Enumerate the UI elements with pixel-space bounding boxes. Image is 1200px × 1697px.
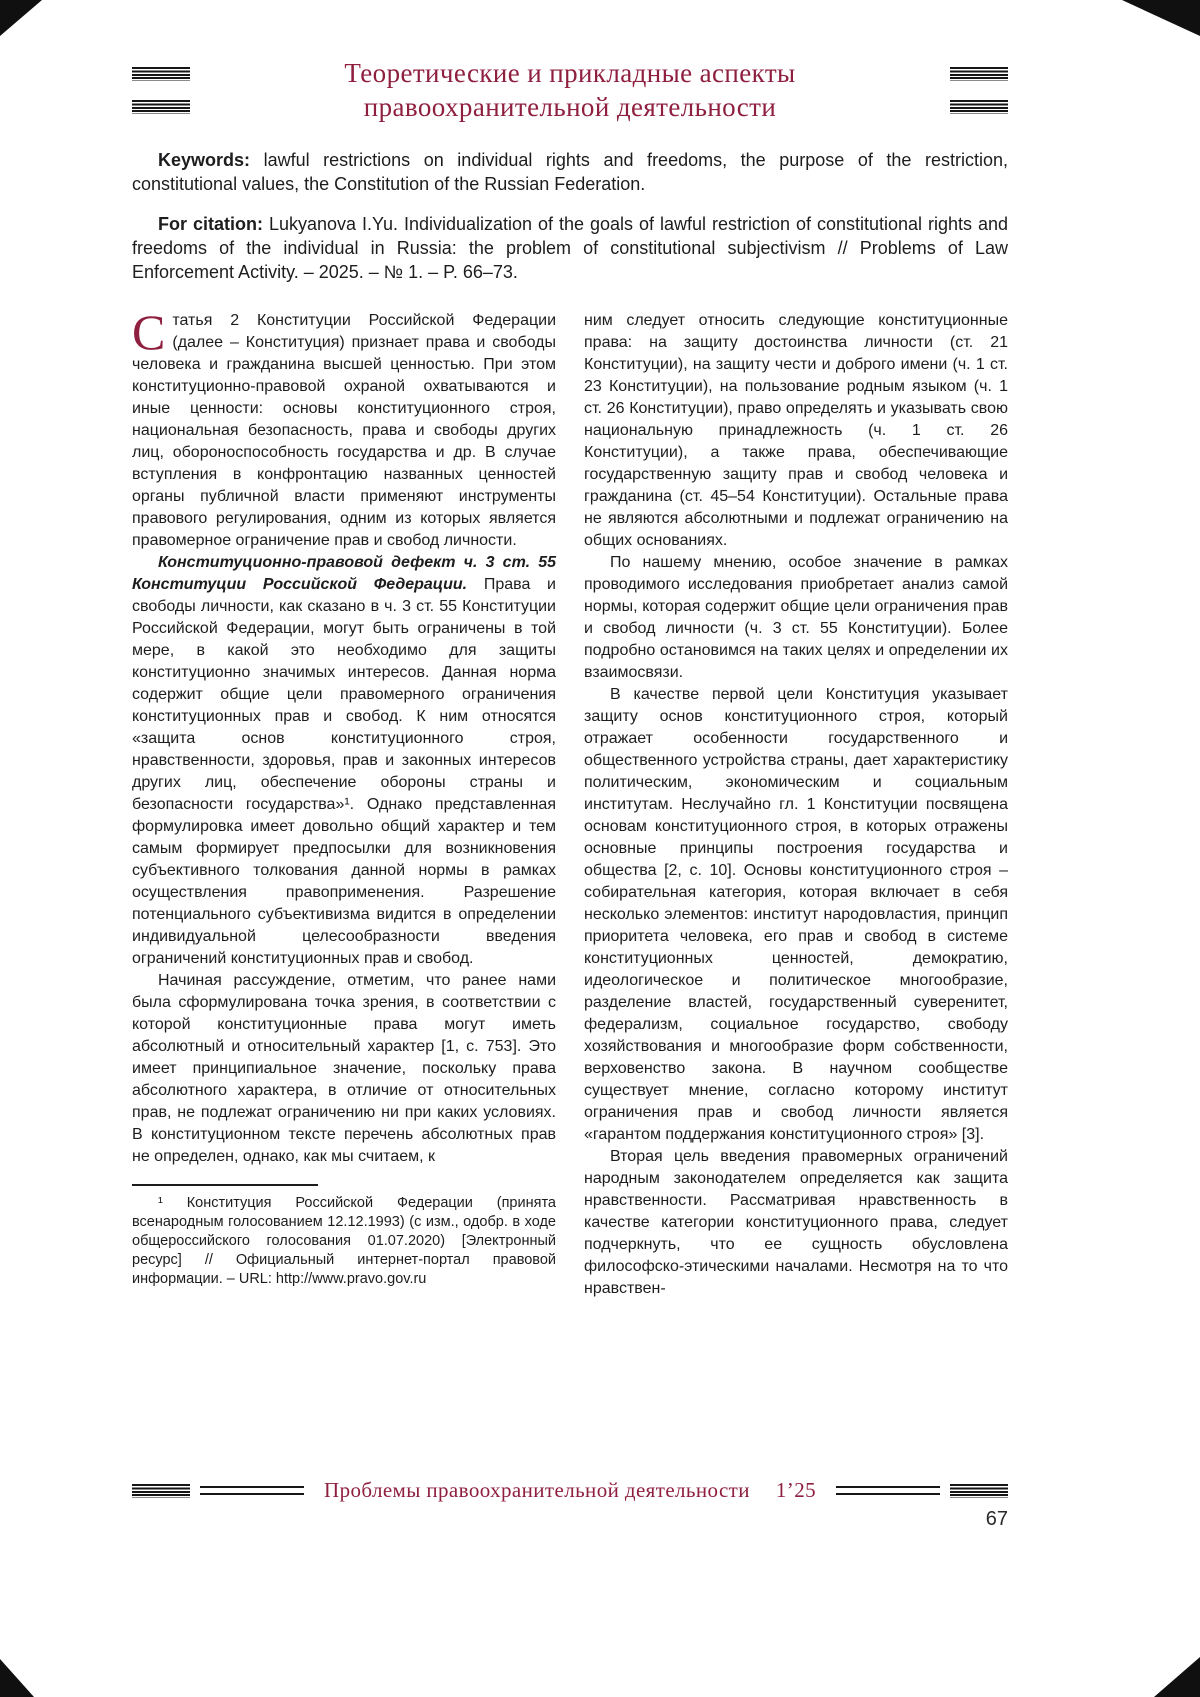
for-citation-paragraph — [132, 212, 1008, 284]
footer-title-block — [314, 1478, 826, 1503]
content-area — [132, 56, 1008, 1300]
ornament-stripes-icon — [132, 100, 190, 114]
ornament-stripes-icon — [132, 67, 190, 81]
paragraph-second-goal: Вторая цель введения правомерных ограничений народным законодателем определяется как защита нравственности. Рассматривая нравственность в качестве категории конституционного права, следует подчеркнуть, что ее сущность обусловлена философско-этическими началами. Несмотря на то что нравствен- — [584, 1148, 1008, 1297]
corner-mark-top-right — [1122, 0, 1200, 36]
article-body — [132, 304, 1008, 1300]
footer-rule-right — [836, 1486, 940, 1495]
corner-mark-bottom-right — [1154, 1657, 1200, 1697]
paragraph-reasoning: Начиная рассуждение, отметим, что ранее нами была сформулирована точка зрения, в соответствии с которой конституционные права могут иметь абсолютный и относительный характер [1, с. 753]. Это имеет принципиальное значение, поскольку права абсолютного характера, в отличие от относительных прав, не подлежат ограничению ни при каких условиях. В конституционном тексте перечень абсолютных прав не определен, однако, как мы считаем, к — [132, 972, 556, 1165]
ornament-stripes-icon — [950, 1484, 1008, 1498]
footer-rule-left — [200, 1486, 304, 1495]
header-ornament-right — [950, 67, 1008, 114]
journal-section-title-line1: Теоретические и прикладные аспекты — [344, 58, 796, 88]
paragraph-defect — [132, 552, 556, 970]
for-citation-text: Lukyanova I.Yu. Individualization of the goals of lawful restriction of constitutional rights and freedoms of the individual in Russia: the problem of constitutional subjectivism // Problems of Law Enforcement Activity. – 2025. – № 1. – P. 66–73. — [132, 214, 1008, 282]
page-number: 67 — [985, 1508, 1008, 1530]
ornament-stripes-icon — [950, 100, 1008, 114]
column-right — [584, 310, 1008, 1300]
footnote — [132, 1194, 556, 1289]
footnote-url[interactable]: http://www.pravo.gov.ru — [275, 1271, 427, 1287]
corner-mark-top-left — [0, 0, 42, 36]
footnote-separator — [132, 1184, 318, 1186]
journal-section-title — [190, 56, 950, 124]
journal-footer — [132, 1478, 1008, 1503]
header-ornament-left — [132, 67, 190, 114]
keywords-text: lawful restrictions on individual rights and freedoms, the purpose of the restriction, constitutional values, the Constitution of the Russian Federation. — [132, 150, 1008, 194]
column-left — [132, 304, 556, 1300]
paragraph-intro — [132, 304, 556, 552]
corner-mark-bottom-left — [0, 1659, 34, 1697]
subsection-heading: Конституционно-правовой дефект ч. 3 ст. 55 Конституции Российской Федерации. — [132, 554, 556, 593]
drop-cap: С — [132, 304, 166, 360]
keywords-paragraph — [132, 148, 1008, 196]
paragraph-defect-text: Права и свободы личности, как сказано в ч. 3 ст. 55 Конституции Российской Федерации, могут быть ограничены в той мере, в какой это необходимо для защиты конституционно значимых интересов. Данная норма содержит общие цели правомерного ограничения конституционных прав и свобод. К ним относятся «защита основ конституционного строя, нравственности, здоровья, прав и законных интересов других лиц, обеспечение обороны страны и безопасности государства»¹. Однако представленная формулировка имеет довольно общий характер и тем самым формирует предпосылки для возникновения субъективного толкования данной нормы в рамках осуществления правоприменения. Разрешение потенциального субъективизма видится в определении индивидуальной целесообразности введения ограничений конституционных прав и свобод. — [132, 576, 556, 967]
paragraph-intro-text: татья 2 Конституции Российской Федерации (далее – Конституция) признает права и свободы человека и гражданина высшей ценностью. При этом конституционно-правовой охраной охватываются и иные ценности: основы конституционного строя, национальная безопасность, права и свободы других лиц, обороноспособность государства и др. В случае вступления в конфронтацию названных ценностей органы публичной власти применяют инструменты правового регулирования, одним из которых является правомерное ограничение прав и свобод личности. — [132, 312, 556, 549]
paragraph-absolute-rights: ним следует относить следующие конституционные права: на защиту достоинства личности (ст. 21 Конституции), на защиту чести и доброго имени (ч. 1 ст. 23 Конституции), на пользование родным языком (ч. 1 ст. 26 Конституции), право определять и указывать свою национальную принадлежность (ч. 1 ст. 26 Конституции), а также права, обеспечивающие государственную защиту прав и свобод человека и гражданина (ст. 45–54 Конституции). Остальные права не являются абсолютными и подлежат ограничению на общих основаниях. — [584, 312, 1008, 549]
journal-header — [132, 56, 1008, 124]
keywords-label: Keywords: — [158, 150, 251, 170]
for-citation-label: For citation: — [158, 214, 263, 234]
footnote-text: ¹ Конституция Российской Федерации (принята всенародным голосованием 12.12.1993) (с изм., одобр. в ходе общероссийского голосования 01.07.2020) [Электронный ресурс] // Официальный интернет-портал правовой информации. – URL: — [132, 1195, 556, 1287]
footer-issue: 1’25 — [775, 1478, 816, 1502]
paragraph-our-opinion: По нашему мнению, особое значение в рамках проводимого исследования приобретает анализ самой нормы, которая содержит общие цели ограничения прав и свобод личности (ч. 3 ст. 55 Конституции). Более подробно остановимся на таких целях и определении их взаимосвязи. — [584, 554, 1008, 681]
ornament-stripes-icon — [132, 1484, 190, 1498]
paragraph-first-goal: В качестве первой цели Конституция указывает защиту основ конституционного строя, который отражает особенности государственного и общественного устройства страны, дает характеристику политическим, экономическим и социальным институтам. Неслучайно гл. 1 Конституции посвящена основам конституционного строя, в которых отражены основные принципы построения государства и общества [2, с. 10]. Основы конституционного строя – собирательная категория, которая включает в себя несколько элементов: институт народовластия, принцип приоритета человека, его прав и свобод в системе конституционных ценностей, демократию, идеологическое и политическое многообразие, разделение властей, государственный суверенитет, федерализм, социальное государство, свободу хозяйствования и многообразие форм собственности, верховенство закона. В научном сообществе существует мнение, согласно которому институт ограничения прав и свобод личности является «гарантом поддержания конституционного строя» [3]. — [584, 686, 1008, 1143]
footer-journal-title: Проблемы правоохранительной деятельности — [324, 1478, 750, 1502]
ornament-stripes-icon — [950, 67, 1008, 81]
journal-section-title-line2: правоохранительной деятельности — [363, 92, 777, 122]
